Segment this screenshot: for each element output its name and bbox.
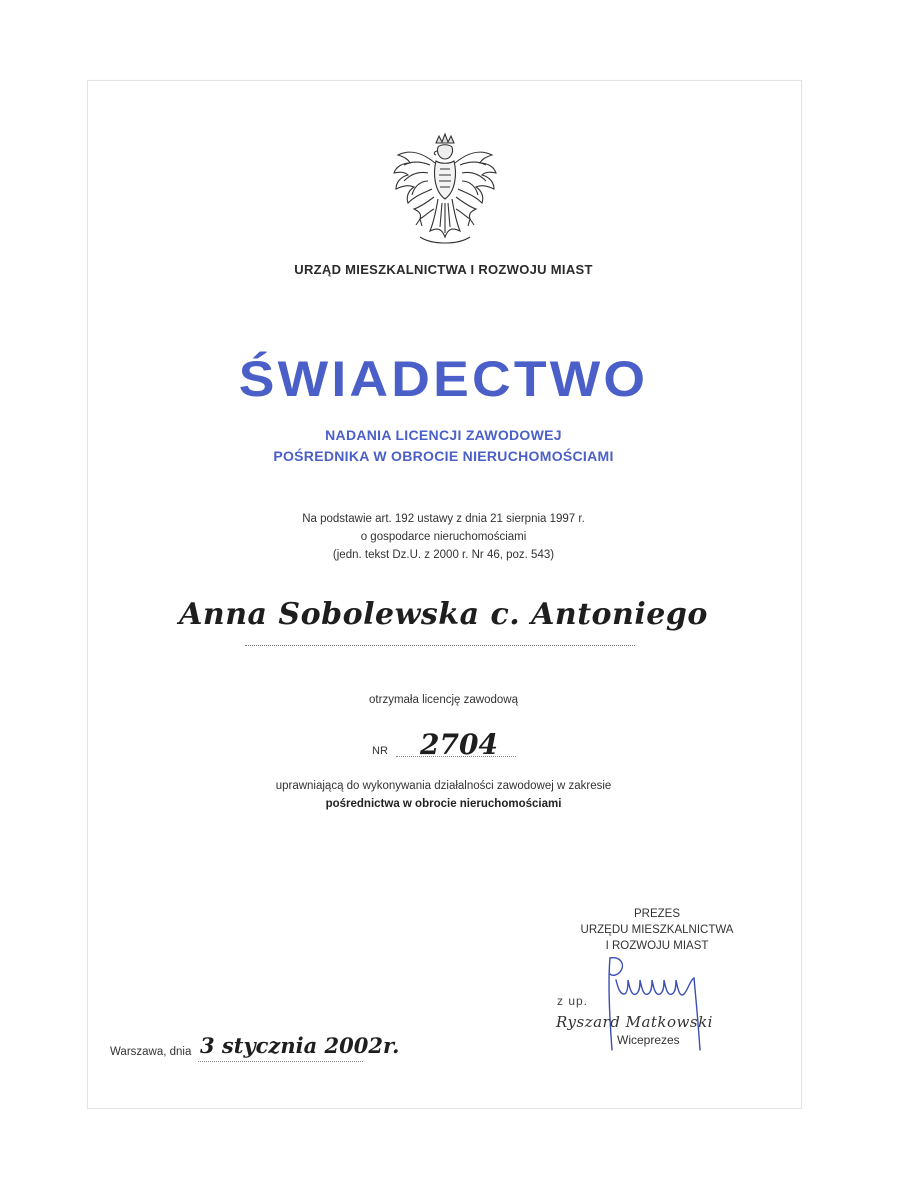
legal-basis-line-1: Na podstawie art. 192 ustawy z dnia 21 sierpnia 1997 r.	[302, 513, 585, 525]
signatory-title-3: I ROZWOJU MIAST	[605, 940, 709, 952]
document-title: ŚWIADECTWO	[238, 351, 649, 407]
license-number-field	[372, 730, 532, 760]
license-number-value: 2704	[420, 728, 498, 761]
holder-name-dotted-line	[245, 645, 635, 646]
scope-line-2: pośrednictwa w obrocie nieruchomościami	[325, 798, 562, 810]
license-number-label: NR	[372, 745, 388, 757]
signatory-name-stamp: Ryszard Matkowski	[556, 1013, 713, 1031]
subtitle-line-2: POŚREDNIKA W OBROCIE NIERUCHOMOŚCIAMI	[273, 448, 614, 464]
legal-basis-line-2: o gospodarce nieruchomościami	[360, 531, 527, 543]
issue-date-dotted-line	[198, 1061, 363, 1062]
holder-name: Anna Sobolewska c. Antoniego	[179, 597, 708, 632]
received-license-text: otrzymała licencję zawodową	[369, 694, 518, 706]
subtitle-line-1: NADANIA LICENCJI ZAWODOWEJ	[325, 427, 562, 443]
on-behalf-label: z up.	[557, 994, 589, 1008]
issue-place-label: Warszawa, dnia	[110, 1046, 192, 1058]
scope-line-1: uprawniającą do wykonywania działalności zawodowej w zakresie	[275, 780, 612, 792]
signatory-role: Wiceprezes	[617, 1033, 680, 1047]
issuing-authority: URZĄD MIESZKALNICTWA I ROZWOJU MIAST	[294, 262, 593, 277]
issue-date-value: 3 stycznia 2002r.	[200, 1033, 400, 1058]
signatory-title-1: PREZES	[633, 908, 680, 920]
legal-basis-line-3: (jedn. tekst Dz.U. z 2000 r. Nr 46, poz. 543)	[332, 549, 555, 561]
eagle-emblem-icon	[390, 133, 500, 248]
signatory-title-2: URZĘDU MIESZKALNICTWA	[580, 924, 734, 936]
